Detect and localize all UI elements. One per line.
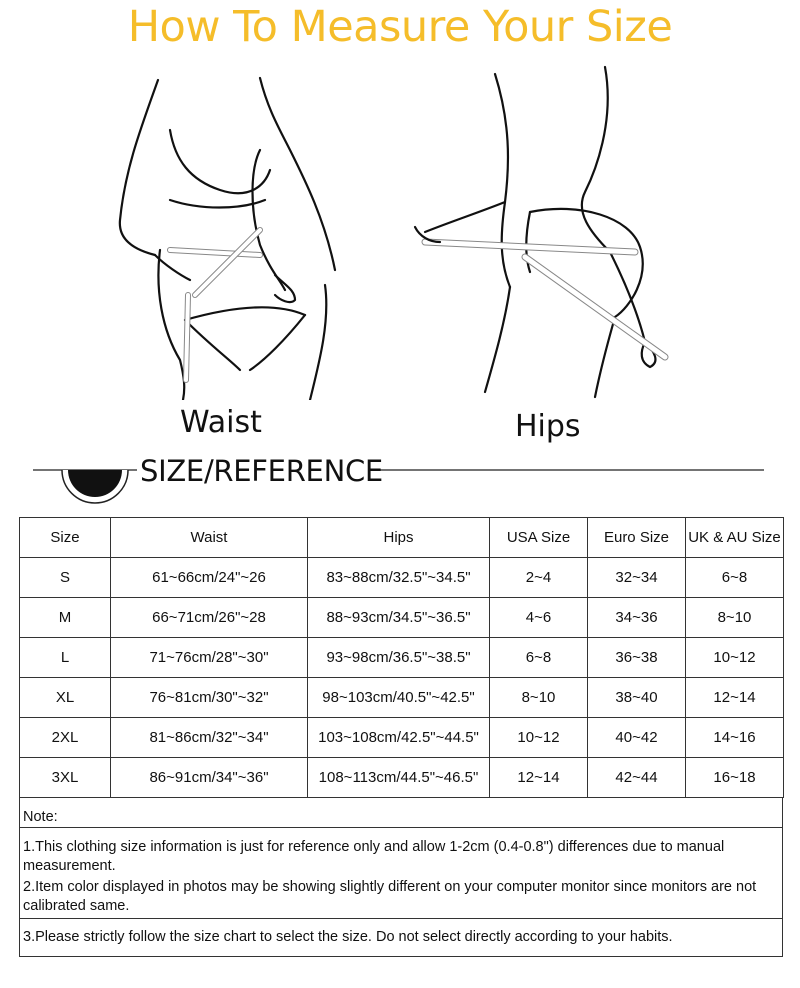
table-cell: 71~76cm/28"~30" [111, 638, 308, 678]
table-cell: 66~71cm/26"~28 [111, 598, 308, 638]
table-row [20, 638, 784, 678]
page-title: How To Measure Your Size [127, 2, 673, 52]
notes-divider [20, 827, 782, 828]
table-cell: 40~42 [588, 718, 686, 758]
table-row [20, 758, 784, 798]
header-waist: Waist [111, 518, 308, 558]
table-cell: 103~108cm/42.5"~44.5" [308, 718, 490, 758]
size-chart-table [19, 517, 784, 798]
table-cell: 76~81cm/30"~32" [111, 678, 308, 718]
table-cell: S [20, 558, 111, 598]
table-cell: 81~86cm/32"~34" [111, 718, 308, 758]
table-cell: 108~113cm/44.5"~46.5" [308, 758, 490, 798]
table-cell: M [20, 598, 111, 638]
table-cell: 14~16 [686, 718, 784, 758]
table-row [20, 558, 784, 598]
table-row [20, 718, 784, 758]
table-header-row [20, 518, 784, 558]
table-cell: 12~14 [490, 758, 588, 798]
notes-divider [20, 918, 782, 919]
table-cell: 3XL [20, 758, 111, 798]
note-item-2: 2.Item color displayed in photos may be showing slightly different on your computer monitor since monitors are not calibrated same. [23, 879, 757, 914]
table-cell: L [20, 638, 111, 678]
table-cell: 6~8 [686, 558, 784, 598]
table-cell: 12~14 [686, 678, 784, 718]
table-cell: 2~4 [490, 558, 588, 598]
header-usa-size: USA Size [490, 518, 588, 558]
table-cell: 4~6 [490, 598, 588, 638]
note-item-1: 1.This clothing size information is just for reference only and allow 1-2cm (0.4-0.8") differences due to manual measurement. [23, 839, 725, 874]
size-reference-header [0, 448, 800, 508]
size-reference-label: SIZE/REFERENCE [140, 454, 383, 488]
header-size: Size [20, 518, 111, 558]
table-cell: 38~40 [588, 678, 686, 718]
table-cell: 32~34 [588, 558, 686, 598]
waist-caption: Waist [180, 405, 262, 440]
table-cell: 93~98cm/36.5"~38.5" [308, 638, 490, 678]
waist-illustration [100, 70, 340, 400]
hips-caption: Hips [515, 409, 581, 444]
table-cell: 88~93cm/34.5"~36.5" [308, 598, 490, 638]
table-cell: XL [20, 678, 111, 718]
header-hips: Hips [308, 518, 490, 558]
hips-illustration [400, 62, 690, 402]
table-cell: 86~91cm/34"~36" [111, 758, 308, 798]
header-uk-au-size: UK & AU Size [686, 518, 784, 558]
table-cell: 98~103cm/40.5"~42.5" [308, 678, 490, 718]
notes-heading: Note: [23, 809, 58, 825]
table-cell: 10~12 [686, 638, 784, 678]
table-row [20, 598, 784, 638]
table-cell: 6~8 [490, 638, 588, 678]
table-cell: 34~36 [588, 598, 686, 638]
table-cell: 16~18 [686, 758, 784, 798]
table-cell: 10~12 [490, 718, 588, 758]
table-cell: 83~88cm/32.5"~34.5" [308, 558, 490, 598]
table-cell: 8~10 [686, 598, 784, 638]
notes-box [19, 798, 783, 957]
note-item-3: 3.Please strictly follow the size chart to select the size. Do not select directly according to your habits. [23, 929, 673, 945]
table-cell: 8~10 [490, 678, 588, 718]
table-cell: 36~38 [588, 638, 686, 678]
table-cell: 61~66cm/24"~26 [111, 558, 308, 598]
header-euro-size: Euro Size [588, 518, 686, 558]
table-row [20, 678, 784, 718]
table-cell: 2XL [20, 718, 111, 758]
table-cell: 42~44 [588, 758, 686, 798]
